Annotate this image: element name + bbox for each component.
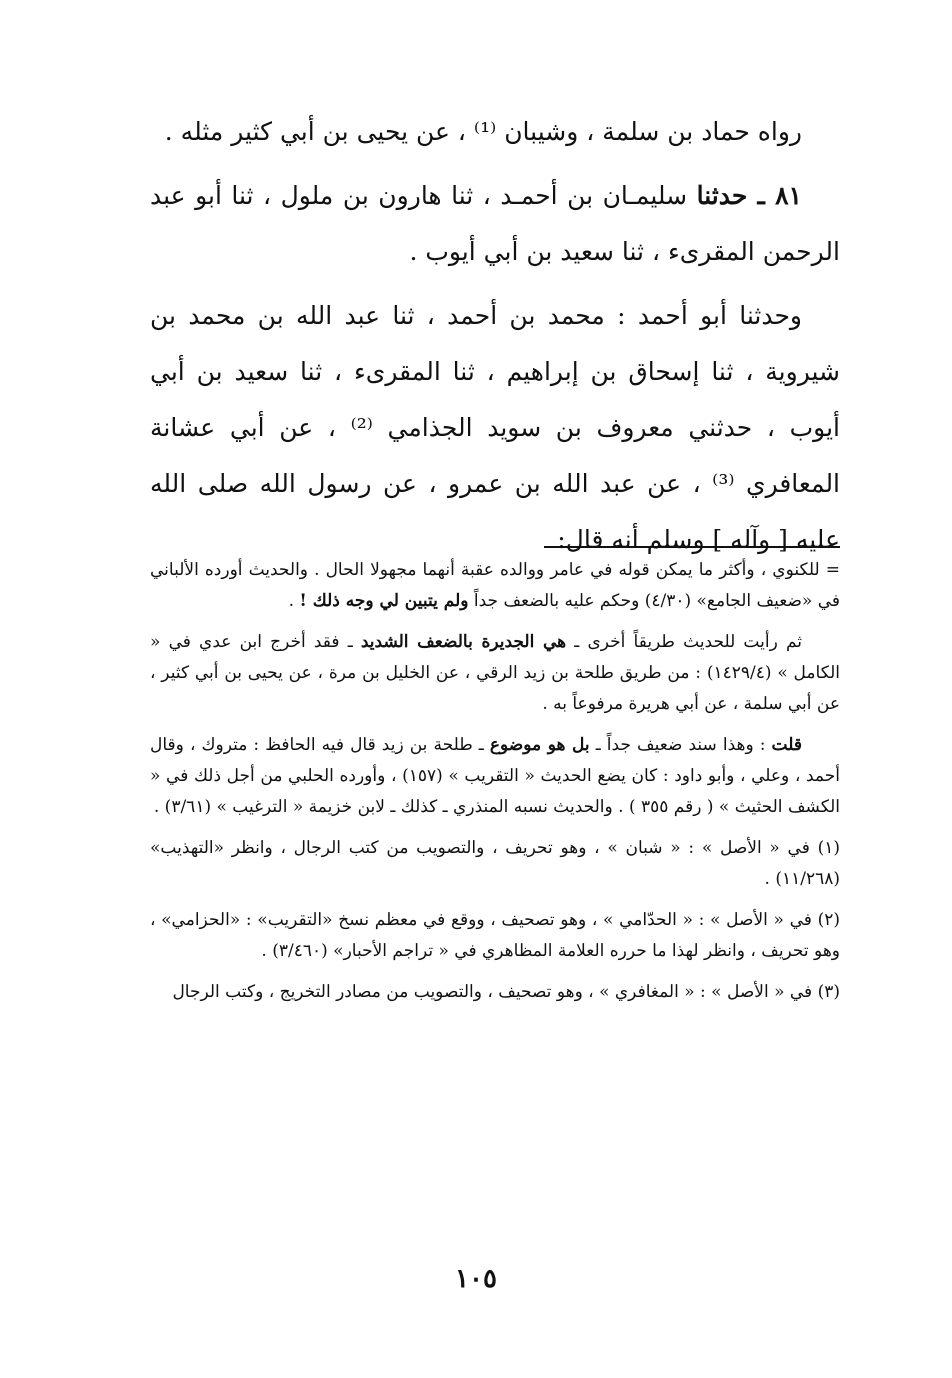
hadith-number: ٨١ ـ حدثنا: [696, 181, 802, 210]
note-qultu: قلت : وهذا سند ضعيف جداً ـ بل هو موضوع ـ طلحة بن زيد قال فيه الحافظ : متروك ، وقال أحمد ، وعلي ، وأبو داود : كان يضع الحديث « التقريب » (١٥٧) ، وأورده الحلبي من أجل ذلك في « الكشف الحثيث » ( رقم ٣٥٥ ) . والحديث نسبه المنذري ـ كذلك ـ لابن خزيمة « الترغيب » (٣/٦١) .: [150, 735, 840, 817]
paragraph-1: رواه حماد بن سلمة ، وشيبان ⁽¹⁾ ، عن يحيى بن أبي كثير مثله .: [164, 117, 802, 146]
hadith-81: [150, 168, 840, 280]
hadith-81-text: سليمـان بن أحمـد ، ثنا هارون بن ملول ، ثنا أبو عبد الرحمن المقرىء ، ثنا سعيد بن أبي أيوب .: [150, 181, 840, 266]
footnote-2: (٢) في « الأصل » : « الحدّامي » ، وهو تصحيف ، ووقع في معظم نسخ «التقريب» : «الحزامي» ، وهو تحريف ، وانظر لهذا ما حرره العلامة المظاهري في « تراجم الأحبار» (٣/٤٦٠) .: [150, 910, 840, 961]
page-number: ١٠٥: [455, 1264, 497, 1294]
footnote-1: (١) في « الأصل » : « شبان » ، وهو تحريف ، والتصويب من كتب الرجال ، وانظر «التهذيب» (١١/٢٦٨) .: [150, 838, 840, 889]
footnote-divider: [544, 546, 840, 548]
note-second-route: ثم رأيت للحديث طريقاً أخرى ـ هي الجديرة بالضعف الشديد ـ فقد أخرج ابن عدي في « الكامل » (١٤٢٩/٤) : من طريق طلحة بن زيد الرقي ، عن الخليل بن مرة ، عن يحيى بن أبي كثير ، عن أبي سلمة ، عن أبي هريرة مرفوعاً به .: [150, 632, 841, 714]
main-text: [150, 104, 840, 568]
paragraph-3: وحدثنا أبو أحمد : محمد بن أحمد ، ثنا عبد الله بن محمد بن شيروية ، ثنا إسحاق بن إبراهيم ، ثنا المقرىء ، ثنا سعيد بن أبي أيوب ، حدثني معروف بن سويد الجذامي ⁽²⁾ ، عن أبي عشانة المعافري ⁽³⁾ ، عن عبد الله بن عمرو ، عن رسول الله صلى الله عليه [ وآله ] وسلم أنه قال:: [150, 301, 841, 554]
footnote-3: (٣) في « الأصل » : « المغافري » ، وهو تصحيف ، والتصويب من مصادر التخريج ، وكتب الرجال: [172, 982, 840, 1002]
footnotes: [150, 555, 840, 1008]
note-continuation: = للكنوي ، وأكثر ما يمكن قوله في عامر ووالده عقبة أنهما مجهولا الحال . والحديث أورده الألباني في «ضعيف الجامع» (٤/٣٠) وحكم عليه بالضعف جداً ولم يتبين لي وجه ذلك ! .: [150, 560, 840, 611]
